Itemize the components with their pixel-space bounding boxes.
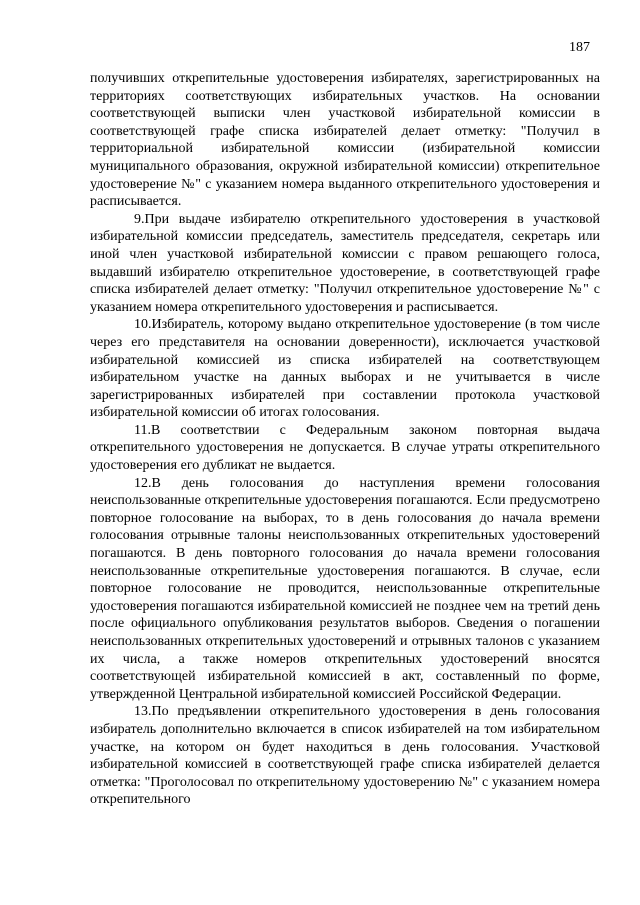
paragraph-item-11: 11.В соответствии с Федеральным законом повторная выдача открепительного удостоверения не допускается. В случае утраты открепительного удостоверения его дубликат не выдается. [90,422,600,474]
page-number: 187 [569,40,590,55]
paragraph-item-10: 10.Избиратель, которому выдано открепительное удостоверение (в том числе через его представителя на основании доверенности), исключается участковой избирательной комиссией из списка избирателей на соответствующем избирательном участке на данных выборах и не учитывается в числе зарегистрированных избирателей при составлении протокола участковой избирательной комиссии об итогах голосования. [90,317,600,421]
paragraph-item-13: 13.По предъявлении открепительного удостоверения в день голосования избиратель дополнительно включается в список избирателей на том избирательном участке, на котором он будет находиться в день голосования. Участковой избирательной комиссией в соответствующей графе списка избирателей делается отметка: "Проголосовал по открепительному удостоверению №" с указанием номера открепительного [90,704,600,808]
document-body [90,70,600,809]
paragraph-continuation: получивших открепительные удостоверения избирателях, зарегистрированных на территориях соответствующих избирательных участков. На основании соответствующей выписки член участковой избирательной комиссии в соответствующей графе списка избирателей делает отметку: "Получил в территориальной избирательной комиссии (избирательной комиссии муниципального образования, окружной избирательной комиссии) открепительное удостоверение №" с указанием номера выданного открепительного удостоверения и расписывается. [90,71,600,210]
paragraph-item-12: 12.В день голосования до наступления времени голосования неиспользованные открепительные удостоверения погашаются. Если предусмотрено повторное голосование на выборах, то в день голосования до начала времени голосования отрывные талоны неиспользованных открепительных удостоверений погашаются. В день повторного голосования до начала времени голосования неиспользованные открепительные удостоверения погашаются. В случае, если повторное голосование не проводится, неиспользованные открепительные удостоверения погашаются избирательной комиссией не позднее чем на третий день после официального опубликования результатов выборов. Сведения о погашении неиспользованных открепительных удостоверений и отрывных талонов с указанием их числа, а также номеров открепительных удостоверений вносятся соответствующей избирательной комиссией в акт, составленный по форме, утвержденной Центральной избирательной комиссией Российской Федерации. [90,475,600,702]
paragraph-item-9: 9.При выдаче избирателю открепительного удостоверения в участковой избирательной комиссии председатель, заместитель председателя, секретарь или иной член участковой избирательной комиссии с правом решающего голоса, выдавший избирателю открепительное удостоверение, в соответствующей графе списка избирателей делает отметку: "Получил открепительное удостоверение №" с указанием номера открепительного удостоверения и расписывается. [90,211,600,315]
